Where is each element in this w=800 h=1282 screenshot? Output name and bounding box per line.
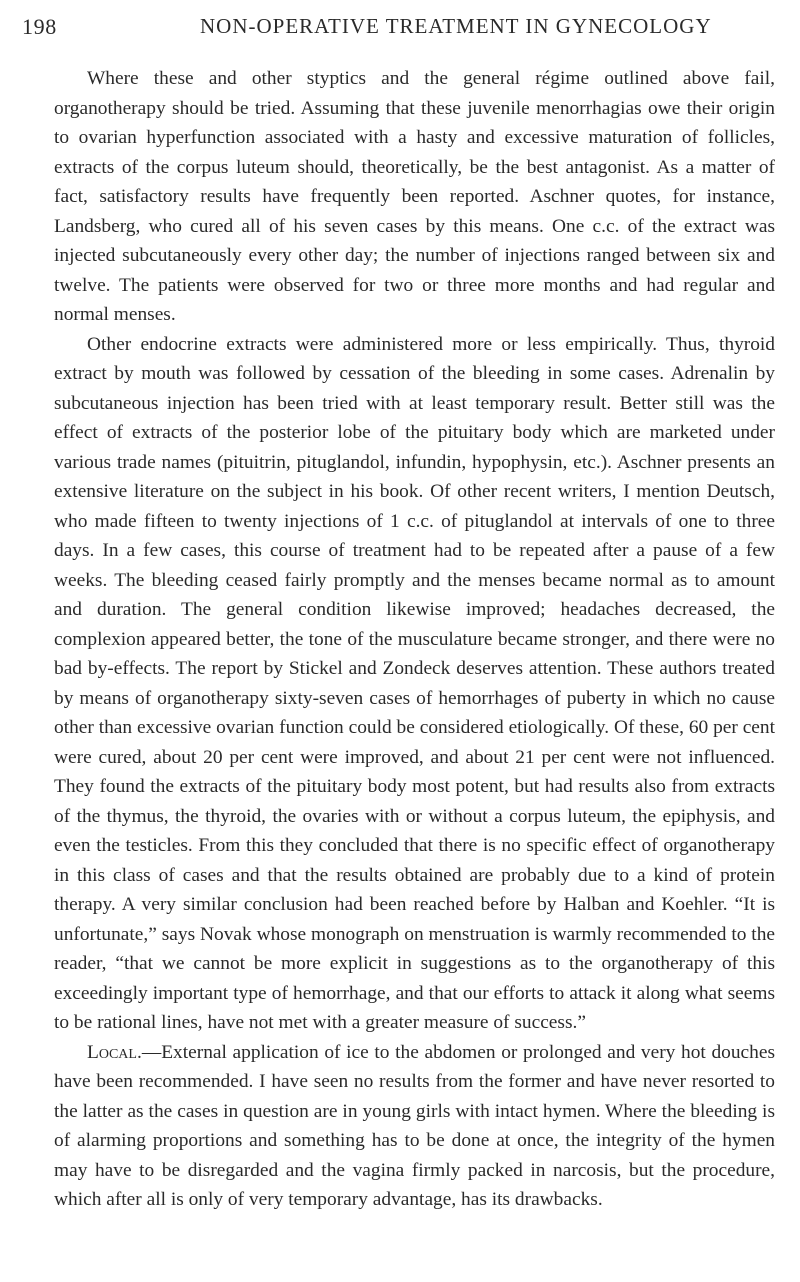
paragraph-organotherapy xyxy=(54,64,775,330)
page-header xyxy=(22,14,780,48)
paragraph-text: —External application of ice to the abdomen or prolonged and very hot douches have been recommended. I have seen no results from the former and have never resorted to the latter as the cases in question are in young girls with intact hymen. Where the bleeding is of alarming proportions and something has to be done at once, the integrity of the hymen may have to be disregarded and the vagina firmly packed in narcosis, but the procedure, which after all is only of very temporary advantage, has its drawbacks. xyxy=(54,1041,775,1210)
body-text xyxy=(54,64,775,1215)
paragraph-endocrine-extracts xyxy=(54,330,775,1038)
running-head: NON-OPERATIVE TREATMENT IN GYNECOLOGY xyxy=(200,14,712,38)
paragraph-local-treatment xyxy=(54,1038,775,1215)
page-number: 198 xyxy=(22,14,57,39)
section-lead: Local. xyxy=(87,1041,142,1063)
paragraph-text: Where these and other styptics and the general régime outlined above fail, organotherapy should be tried. Assuming that these juvenile menorrhagias owe their origin to ovarian hyperfunction associated with a hasty and excessive maturation of follicles, extracts of the corpus luteum should, theoretically, be the best antagonist. As a matter of fact, satisfactory results have frequently been reported. Aschner quotes, for instance, Landsberg, who cured all of his seven cases by this means. One c.c. of the extract was injected subcutaneously every other day; the number of injections ranged between six and twelve. The patients were observed for two or three more months and had regular and normal menses. xyxy=(54,68,775,325)
paragraph-text: Other endocrine extracts were administered more or less empirically. Thus, thyroid extract by mouth was followed by cessation of the bleeding in some cases. Adrenalin by subcutaneous injection has been tried with at least temporary result. Better still was the effect of extracts of the posterior lobe of the pituitary body which are marketed under various trade names (pituitrin, pituglandol, infundin, hypophysin, etc.). Aschner presents an extensive literature on the subject in his book. Of other recent writers, I mention Deutsch, who made fifteen to twenty injections of 1 c.c. of pituglandol at intervals of one to three days. In a few cases, this course of treatment had to be repeated after a pause of a few weeks. The bleeding ceased fairly promptly and the menses became normal as to amount and duration. The general condition likewise improved; headaches decreased, the complexion appeared better, the tone of the musculature became stronger, and there were no bad by-effects. The report by Stickel and Zondeck deserves attention. These authors treated by means of organotherapy sixty-seven cases of hemorrhages of puberty in which no cause other than excessive ovarian function could be considered etiologically. Of these, 60 per cent were cured, about 20 per cent were improved, and about 21 per cent were not influenced. They found the extracts of the pituitary body most potent, but had results also from extracts of the thymus, the thyroid, the ovaries with or without a corpus luteum, the epiphysis, and even the testicles. From this they concluded that there is no specific effect of organotherapy in this class of cases and that the results obtained are probably due to a kind of protein therapy. A very similar conclusion had been reached before by Halban and Koehler. “It is unfortunate,” says Novak whose monograph on menstruation is warmly recommended to the reader, “that we cannot be more explicit in suggestions as to the organotherapy of this exceedingly important type of hemorrhage, and that our efforts to attack it along what seems to be rational lines, have not met with a greater measure of success.” xyxy=(54,333,775,1033)
